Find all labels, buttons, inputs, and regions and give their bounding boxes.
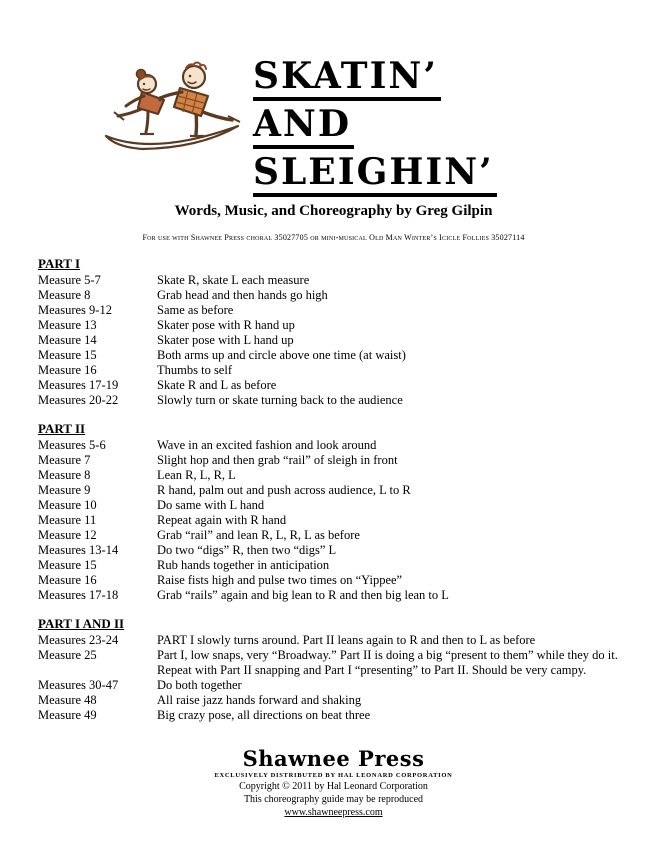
measure-label: Measure 12 xyxy=(38,528,97,542)
measure-row xyxy=(38,708,643,723)
title-line-1: SKATIN’ xyxy=(253,58,497,106)
measure-label: Measures 9-12 xyxy=(38,303,112,317)
measure-row xyxy=(38,288,643,303)
measure-row xyxy=(38,678,643,693)
measure-row xyxy=(38,393,643,408)
measure-label: Measure 16 xyxy=(38,573,97,587)
usage-note: For use with Shawnee Press choral 35027705 or mini-musical Old Man Winter’s Icicle Follies 35027114 xyxy=(142,233,525,242)
measure-label: Measure 8 xyxy=(38,288,91,302)
measure-label: Measure 16 xyxy=(38,363,97,377)
measure-row xyxy=(38,573,643,588)
measure-description: Same as before xyxy=(157,303,234,317)
publisher-logo: Shawnee Press xyxy=(242,746,425,771)
measure-description: Rub hands together in anticipation xyxy=(157,558,330,572)
website-link[interactable]: www.shawneepress.com xyxy=(284,807,383,818)
measure-label: Measures 30-47 xyxy=(38,678,119,692)
measure-description: Big crazy pose, all directions on beat three xyxy=(157,708,371,722)
section-heading: PART I xyxy=(38,256,81,271)
measure-label: Measure 14 xyxy=(38,333,97,347)
reproduction-note: This choreography guide may be reproduced xyxy=(243,794,424,805)
measure-row xyxy=(38,378,643,393)
section-part-i xyxy=(38,256,643,408)
measure-row xyxy=(38,588,643,603)
measure-row xyxy=(38,273,643,288)
measure-row xyxy=(38,348,643,363)
measure-description: Slight hop and then grab “rail” of sleigh in front xyxy=(157,453,398,467)
measure-description: All raise jazz hands forward and shaking xyxy=(157,693,362,707)
measure-row xyxy=(38,333,643,348)
measure-label: Measure 15 xyxy=(38,348,97,362)
measure-label: Measure 25 xyxy=(38,648,97,662)
section-part-i-and-ii xyxy=(38,616,643,723)
byline: Words, Music, and Choreography by Greg Gilpin xyxy=(174,203,493,219)
skating-couple-illustration xyxy=(100,56,245,160)
measure-description: Do same with L hand xyxy=(157,498,265,512)
measure-row xyxy=(38,318,643,333)
section-heading: PART I AND II xyxy=(38,616,125,631)
measure-description: Skater pose with L hand up xyxy=(157,333,294,347)
title-line-3: SLEIGHIN’ xyxy=(253,154,497,202)
measure-label: Measures 17-18 xyxy=(38,588,119,602)
measure-description: Both arms up and circle above one time (at waist) xyxy=(157,348,406,362)
measure-row xyxy=(38,498,643,513)
skating-couple-drawing xyxy=(100,56,245,160)
measure-label: Measure 10 xyxy=(38,498,97,512)
measure-description: Skate R and L as before xyxy=(157,378,277,392)
measure-description: Raise fists high and pulse two times on “Yippee” xyxy=(157,573,403,587)
measure-row xyxy=(38,438,643,453)
measure-label: Measures 23-24 xyxy=(38,633,119,647)
measure-description: Thumbs to self xyxy=(157,363,232,377)
measure-label: Measures 17-19 xyxy=(38,378,119,392)
section-part-ii xyxy=(38,421,643,603)
measure-label: Measure 8 xyxy=(38,468,91,482)
website-line xyxy=(0,806,667,819)
measure-description: Do two “digs” R, then two “digs” L xyxy=(157,543,337,557)
measure-description: Part I, low snaps, very “Broadway.” Part II is doing a big “present to them” while they do it. Repeat with Part II snapping and Part I “presenting” to Part II. Should be very campy. xyxy=(157,648,618,677)
measure-description: PART I slowly turns around. Part II leans again to R and then to L as before xyxy=(157,633,536,647)
measure-label: Measures 5-6 xyxy=(38,438,106,452)
measure-label: Measures 13-14 xyxy=(38,543,119,557)
measure-description: R hand, palm out and push across audience, L to R xyxy=(157,483,411,497)
measure-label: Measure 11 xyxy=(38,513,97,527)
sections xyxy=(38,256,643,736)
measure-row xyxy=(38,543,643,558)
section-heading: PART II xyxy=(38,421,86,436)
measure-description: Grab “rails” again and big lean to R and then big lean to L xyxy=(157,588,449,602)
measure-description: Skate R, skate L each measure xyxy=(157,273,310,287)
measure-label: Measures 20-22 xyxy=(38,393,119,407)
page-title xyxy=(253,55,497,202)
measure-description: Repeat again with R hand xyxy=(157,513,287,527)
measure-description: Wave in an excited fashion and look around xyxy=(157,438,377,452)
measure-label: Measure 9 xyxy=(38,483,91,497)
measure-description: Grab head and then hands go high xyxy=(157,288,328,302)
measure-row xyxy=(38,513,643,528)
measure-row xyxy=(38,693,643,708)
measure-row xyxy=(38,648,643,678)
measure-row xyxy=(38,303,643,318)
measure-row xyxy=(38,363,643,378)
measure-label: Measure 5-7 xyxy=(38,273,101,287)
measure-row xyxy=(38,633,643,648)
measure-label: Measure 48 xyxy=(38,693,97,707)
measure-label: Measure 15 xyxy=(38,558,97,572)
measure-label: Measure 49 xyxy=(38,708,97,722)
measure-label: Measure 7 xyxy=(38,453,91,467)
measure-description: Slowly turn or skate turning back to the audience xyxy=(157,393,403,407)
measure-row xyxy=(38,528,643,543)
measure-label: Measure 13 xyxy=(38,318,97,332)
measure-description: Do both together xyxy=(157,678,242,692)
measure-row xyxy=(38,558,643,573)
copyright-line: Copyright © 2011 by Hal Leonard Corporation xyxy=(239,781,428,792)
measure-description: Grab “rail” and lean R, L, R, L as before xyxy=(157,528,360,542)
measure-row xyxy=(38,468,643,483)
footer xyxy=(0,747,667,819)
title-line-2: AND xyxy=(253,106,497,154)
distribution-line: EXCLUSIVELY DISTRIBUTED BY HAL LEONARD CORPORATION xyxy=(214,772,453,779)
measure-row xyxy=(38,453,643,468)
measure-row xyxy=(38,483,643,498)
measure-description: Skater pose with R hand up xyxy=(157,318,295,332)
measure-description: Lean R, L, R, L xyxy=(157,468,236,482)
